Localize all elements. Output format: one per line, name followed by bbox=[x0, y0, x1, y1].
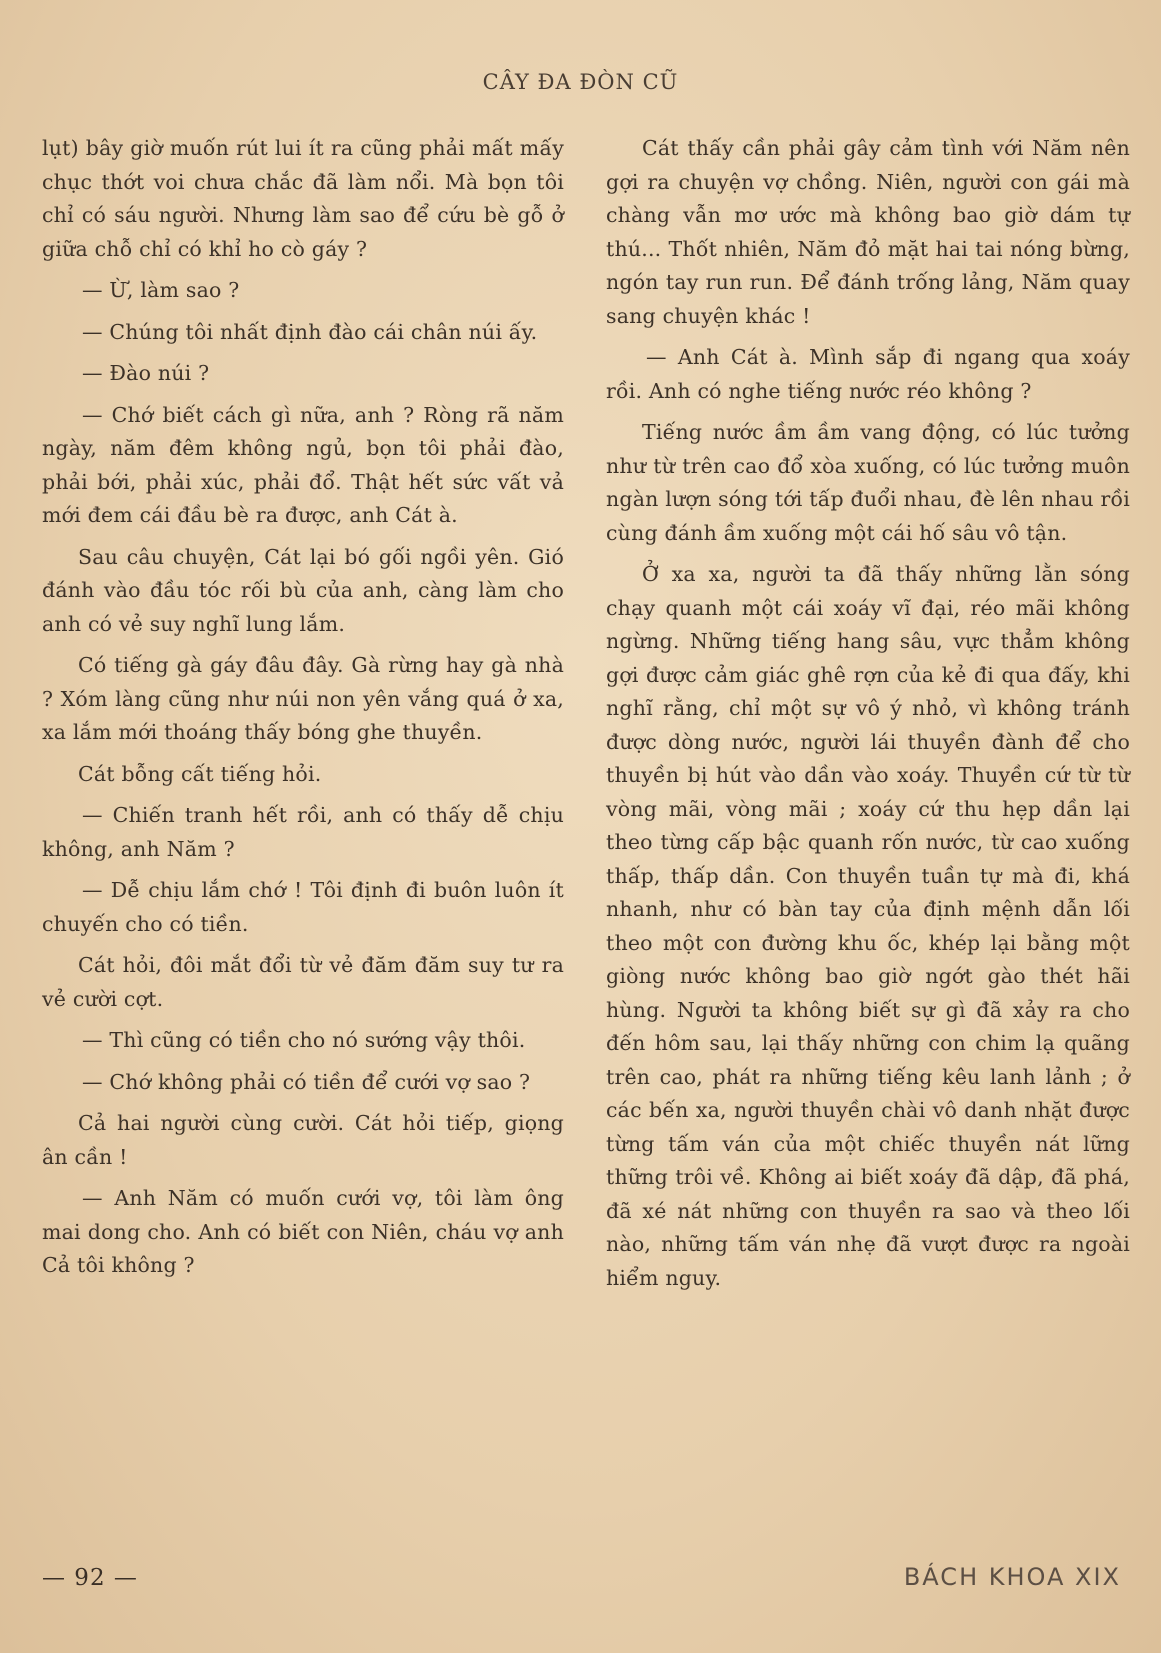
running-header: CÂY ĐA ĐÒN CŨ bbox=[482, 70, 679, 94]
dialogue-line: — Chiến tranh hết rồi, anh có thấy dễ chịu không, anh Năm ? bbox=[42, 803, 564, 861]
paragraph: Cát bỗng cất tiếng hỏi. bbox=[78, 761, 322, 786]
paragraph: lụt) bây giờ muốn rút lui ít ra cũng phải mất mấy chục thớt voi chưa chắc đã làm nổi. Mà bọn tôi chỉ có sáu người. Nhưng làm sao để cứu bè gỗ ở giữa chỗ chỉ có khỉ ho cò gáy ? bbox=[42, 136, 564, 261]
left-column bbox=[42, 132, 564, 1291]
dialogue-line: — Chúng tôi nhất định đào cái chân núi ấy. bbox=[82, 319, 538, 344]
paragraph: Ở xa xa, người ta đã thấy những lằn sóng chạy quanh một cái xoáy vĩ đại, réo mãi không ngừng. Những tiếng hang sâu, vực thẳm không gợi được cảm giác ghê rợn của kẻ đi qua đấy, khi nghĩ rằng, chỉ một sự vô ý nhỏ, vì không tránh được dòng nước, người lái thuyền đành để cho thuyền bị hút vào dần vào xoáy. Thuyền cứ từ từ vòng mãi, vòng mãi ; xoáy cứ thu hẹp dần lại theo từng cấp bậc quanh rốn nước, từ cao xuống thấp, thấp dần. Con thuyền tuần tự mà đi, khá nhanh, như có bàn tay của định mệnh dẫn lối theo một con đường khu ốc, khép lại bằng một giòng nước không bao giờ ngớt gào thét hãi hùng. Người ta không biết sự gì đã xảy ra cho đến hôm sau, lại thấy những con chim lạ quãng trên cao, phát ra những tiếng kêu lanh lảnh ; ở các bến xa, người thuyền chài vô danh nhặt được từng tấm ván của một chiếc thuyền nát lững thững trôi về. Không ai biết xoáy đã dập, đã phá, đã xé nát những con thuyền ra sao và theo lối nào, những tấm ván nhẹ đã vượt được ra ngoài hiểm nguy. bbox=[606, 562, 1130, 1290]
paragraph: Cả hai người cùng cười. Cát hỏi tiếp, giọng ân cần ! bbox=[42, 1111, 564, 1169]
paragraph: Cát thấy cần phải gây cảm tình với Năm nên gợi ra chuyện vợ chồng. Niên, người con gái mà chàng vẫn mơ ước mà không bao giờ dám tự thú... Thốt nhiên, Năm đỏ mặt hai tai nóng bừng, ngón tay run run. Để đánh trống lảng, Năm quay sang chuyện khác ! bbox=[606, 136, 1130, 328]
dialogue-line: — Thì cũng có tiền cho nó sướng vậy thôi. bbox=[82, 1028, 526, 1052]
paragraph: Có tiếng gà gáy đâu đây. Gà rừng hay gà nhà ? Xóm làng cũng như núi non yên vắng quá ở xa, xa lắm mới thoáng thấy bóng ghe thuyền. bbox=[42, 653, 564, 744]
dialogue-line: — Anh Cát à. Mình sắp đi ngang qua xoáy rồi. Anh có nghe tiếng nước réo không ? bbox=[606, 345, 1130, 403]
dialogue-line: — Anh Năm có muốn cưới vợ, tôi làm ông mai dong cho. Anh có biết con Niên, cháu vợ anh Cả tôi không ? bbox=[42, 1186, 564, 1277]
dialogue-line: — Chớ không phải có tiền để cưới vợ sao ? bbox=[82, 1069, 531, 1094]
paragraph: Sau câu chuyện, Cát lại bó gối ngồi yên. Gió đánh vào đầu tóc rối bù của anh, càng làm cho anh có vẻ suy nghĩ lung lắm. bbox=[42, 544, 564, 636]
page-number: — 92 — bbox=[42, 1565, 138, 1591]
dialogue-line: — Chớ biết cách gì nữa, anh ? Ròng rã năm ngày, năm đêm không ngủ, bọn tôi phải đào, phải bới, phải xúc, phải đổ. Thật hết sức vất vả mới đem cái đầu bè ra được, anh Cát à. bbox=[42, 402, 564, 527]
dialogue-line: — Dễ chịu lắm chớ ! Tôi định đi buôn luôn ít chuyến cho có tiền. bbox=[42, 878, 564, 936]
paragraph: Cát hỏi, đôi mắt đổi từ vẻ đăm đăm suy tư ra vẻ cười cợt. bbox=[42, 953, 564, 1011]
magazine-title: BÁCH KHOA XIX bbox=[903, 1563, 1121, 1591]
right-column bbox=[606, 132, 1130, 1303]
dialogue-line: — Đào núi ? bbox=[82, 361, 210, 385]
paragraph: Tiếng nước ầm ầm vang động, có lúc tưởng như từ trên cao đổ xòa xuống, có lúc tưởng muôn ngàn lượn sóng tới tấp đuổi nhau, đè lên nhau rồi cùng đánh ầm xuống một cái hố sâu vô tận. bbox=[606, 420, 1130, 545]
dialogue-line: — Ừ, làm sao ? bbox=[82, 278, 240, 302]
